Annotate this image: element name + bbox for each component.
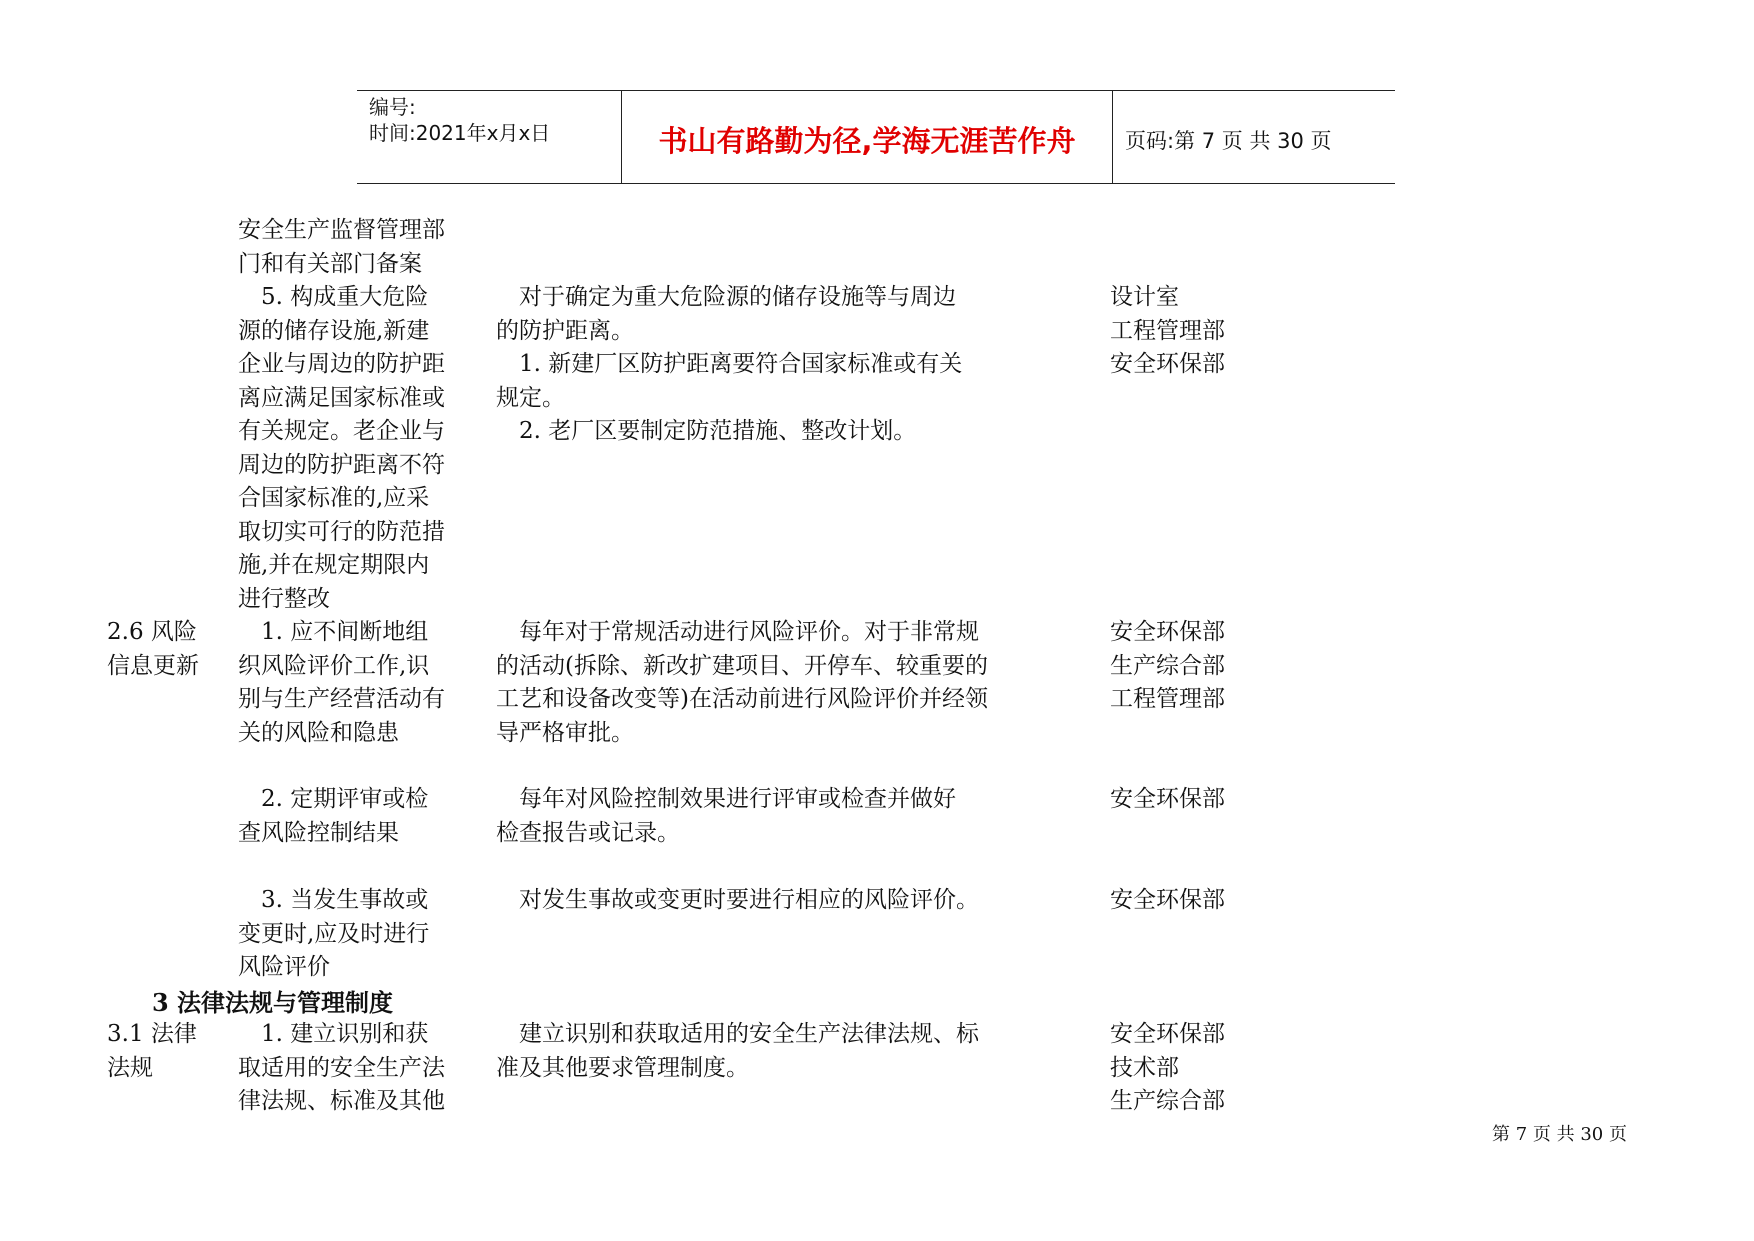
header-page-label: 页码:第 7 页 共 30 页 [1125,129,1332,153]
method-cell: 对于确定为重大危险源的储存设施等与周边 的防护距离。 1. 新建厂区防护距离要符合国家标准或有关 规定。 2. 老厂区要制定防范措施、整改计划。 [496,284,963,444]
requirement-cell: 2. 定期评审或检 查风险控制结果 [238,786,429,846]
requirement-cell: 1. 应不间断地组 织风险评价工作,识 别与生产经营活动有 关的风险和隐患 [238,619,445,746]
requirement-cell: 3. 当发生事故或 变更时,应及时进行 风险评价 [238,887,430,980]
section-heading: 3 法律法规与管理制度 [152,988,394,1017]
method-cell: 每年对于常规活动进行风险评价。对于非常规 的活动(拆除、新改扩建项目、开停车、较重要的 工艺和设备改变等)在活动前进行风险评价并经领 导严格审批。 [496,619,988,746]
department-cell: 安全环保部 生产综合部 工程管理部 [1110,619,1225,712]
department-cell: 安全环保部 [1110,786,1225,812]
requirement-cell: 1. 建立识别和获 取适用的安全生产法 律法规、标准及其他 [238,1021,445,1114]
department-cell: 安全环保部 技术部 生产综合部 [1110,1021,1225,1114]
document-number-label: 编号: [369,95,416,119]
method-cell: 每年对风险控制效果进行评审或检查并做好 检查报告或记录。 [496,786,956,846]
item-cell: 3.1 法律 法规 [107,1021,197,1081]
item-cell: 2.6 风险 信息更新 [107,619,199,679]
method-cell: 建立识别和获取适用的安全生产法律法规、标 准及其他要求管理制度。 [496,1021,979,1081]
department-cell: 安全环保部 [1110,887,1225,913]
page-footer: 第 7 页 共 30 页 [1492,1124,1627,1145]
method-cell: 对发生事故或变更时要进行相应的风险评价。 [496,887,979,913]
department-cell: 设计室 工程管理部 安全环保部 [1110,284,1225,377]
document-time-label: 时间:2021年x月x日 [369,121,551,145]
header-motto: 书山有路勤为径,学海无涯苦作舟 [658,124,1076,158]
requirement-cell: 5. 构成重大危险 源的储存设施,新建 企业与周边的防护距 离应满足国家标准或 有关规定。老企业与 周边的防护距离不符 合国家标准的,应采 取切实可行的防范措 施,并在规定期限内 进行整改 [238,284,445,612]
requirement-cell: 安全生产监督管理部 门和有关部门备案 [238,217,445,277]
